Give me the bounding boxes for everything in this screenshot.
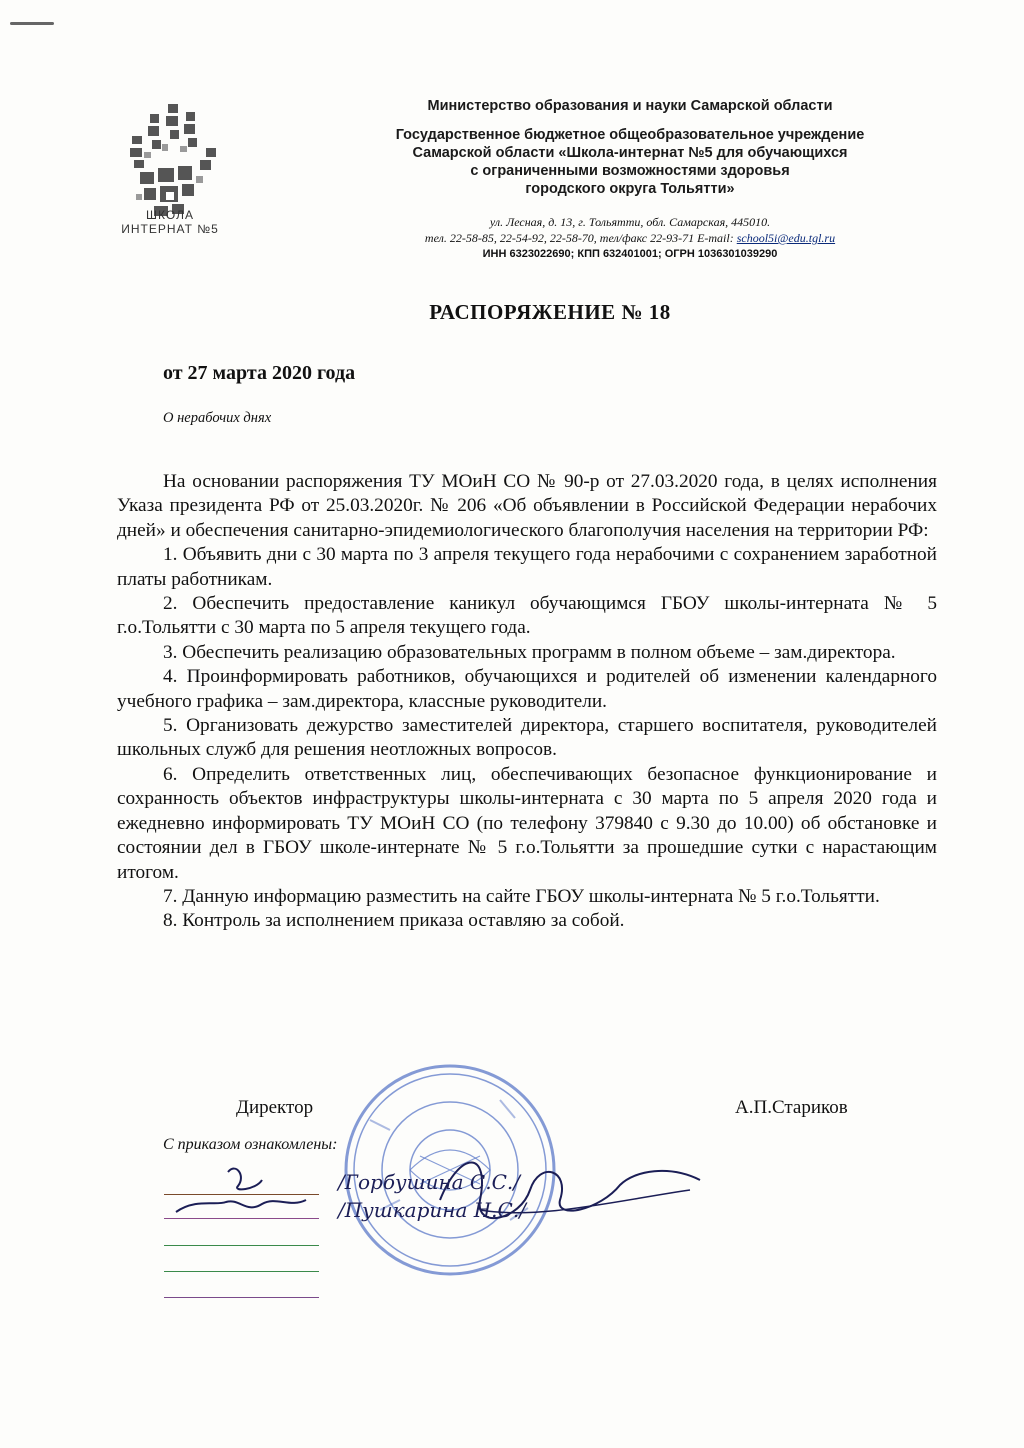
postal-address: ул. Лесная, д. 13, г. Тольятти, обл. Самарская, 445010. [489, 215, 771, 229]
document-title: РАСПОРЯЖЕНИЕ № 18 [429, 300, 671, 324]
acknowledgement-title: С приказом ознакомлены: [163, 1136, 338, 1153]
scan-corner-mark [10, 22, 54, 25]
org-line: с ограниченными возможностями здоровья [470, 163, 790, 179]
ack-signature-line [164, 1271, 319, 1272]
phones: тел. 22-58-85, 22-54-92, 22-58-70, тел/факс 22-93-71 E-mail: [424, 231, 737, 245]
body-paragraph: 6. Определить ответственных лиц, обеспечивающих безопасное функционирование и сохранность объектов инфраструктуры школы-интерната с 30 марта по 5 апреля 2020 года и ежедневно информировать ТУ МОиН СО (по телефону 379840 с 9.30 до 10.00) об обстановке и состоянии дел в ГБОУ школе-интернате № 5 г.о.Тольятти за прошедшие сутки с нарастающим итогом. [117, 763, 937, 883]
ack-name: /Пушкарина Н.С./ [338, 1198, 526, 1222]
document-date: от 27 марта 2020 года [163, 362, 356, 384]
contact-line [300, 230, 960, 246]
address-block [300, 214, 960, 262]
signature-name: А.П.Стариков [735, 1097, 848, 1118]
logo-caption [100, 208, 240, 236]
signature-role: Директор [236, 1097, 314, 1118]
body-paragraph: 3. Обеспечить реализацию образовательных программ в полном объеме – зам.директора. [163, 641, 896, 663]
registration-numbers: ИНН 6323022690; КПП 632401001; ОГРН 1036301039290 [482, 248, 778, 260]
logo-caption-line1: ШКОЛА [146, 208, 194, 222]
body-paragraph: 7. Данную информацию разместить на сайте ГБОУ школы-интерната № 5 г.о.Тольятти. [163, 885, 880, 907]
ack-signature-line [164, 1245, 319, 1246]
organization-name [300, 126, 960, 198]
body-paragraph: 8. Контроль за исполнением приказа оставляю за собой. [163, 910, 625, 932]
ack-handwritten-signature [166, 1162, 316, 1232]
body-paragraph: 5. Организовать дежурство заместителей директора, старшего воспитателя, руководителей школьных служб для решения неотложных вопросов. [117, 715, 937, 761]
org-line: Самарской области «Школа-интернат №5 для обучающихся [412, 145, 848, 161]
logo-caption-line2: ИНТЕРНАТ №5 [121, 222, 219, 236]
document-body [117, 470, 937, 934]
ack-name: /Горбушина С.С./ [338, 1170, 520, 1194]
document-subject: О нерабочих днях [163, 410, 272, 426]
body-paragraph: 4. Проинформировать работников, обучающихся и родителей об изменении календарного учебного графика – зам.директора, классные руководители. [117, 666, 937, 712]
body-paragraph: 1. Объявить дни с 30 марта по 3 апреля текущего года нерабочими с сохранением заработной платы работникам. [117, 544, 937, 590]
ack-signature-line [164, 1297, 319, 1298]
ministry-name: Министерство образования и науки Самарской области [427, 98, 833, 114]
body-paragraph: На основании распоряжения ТУ МОиН СО № 90-р от 27.03.2020 года, в целях исполнения Указа президента РФ от 25.03.2020г. № 206 «Об объявлении в Российской Федерации нерабочих дней» и обеспечения санитарно-эпидемиологического благополучия населения на территории РФ: [117, 471, 937, 541]
org-line: городского округа Тольятти» [525, 181, 735, 197]
body-paragraph: 2. Обеспечить предоставление каникул обучающимся ГБОУ школы-интерната № 5 г.о.Тольятти с 30 марта по 5 апреля текущего года. [117, 593, 937, 639]
email-link[interactable]: school5i@edu.tgl.ru [736, 231, 836, 245]
org-line: Государственное бюджетное общеобразовательное учреждение [395, 127, 865, 143]
